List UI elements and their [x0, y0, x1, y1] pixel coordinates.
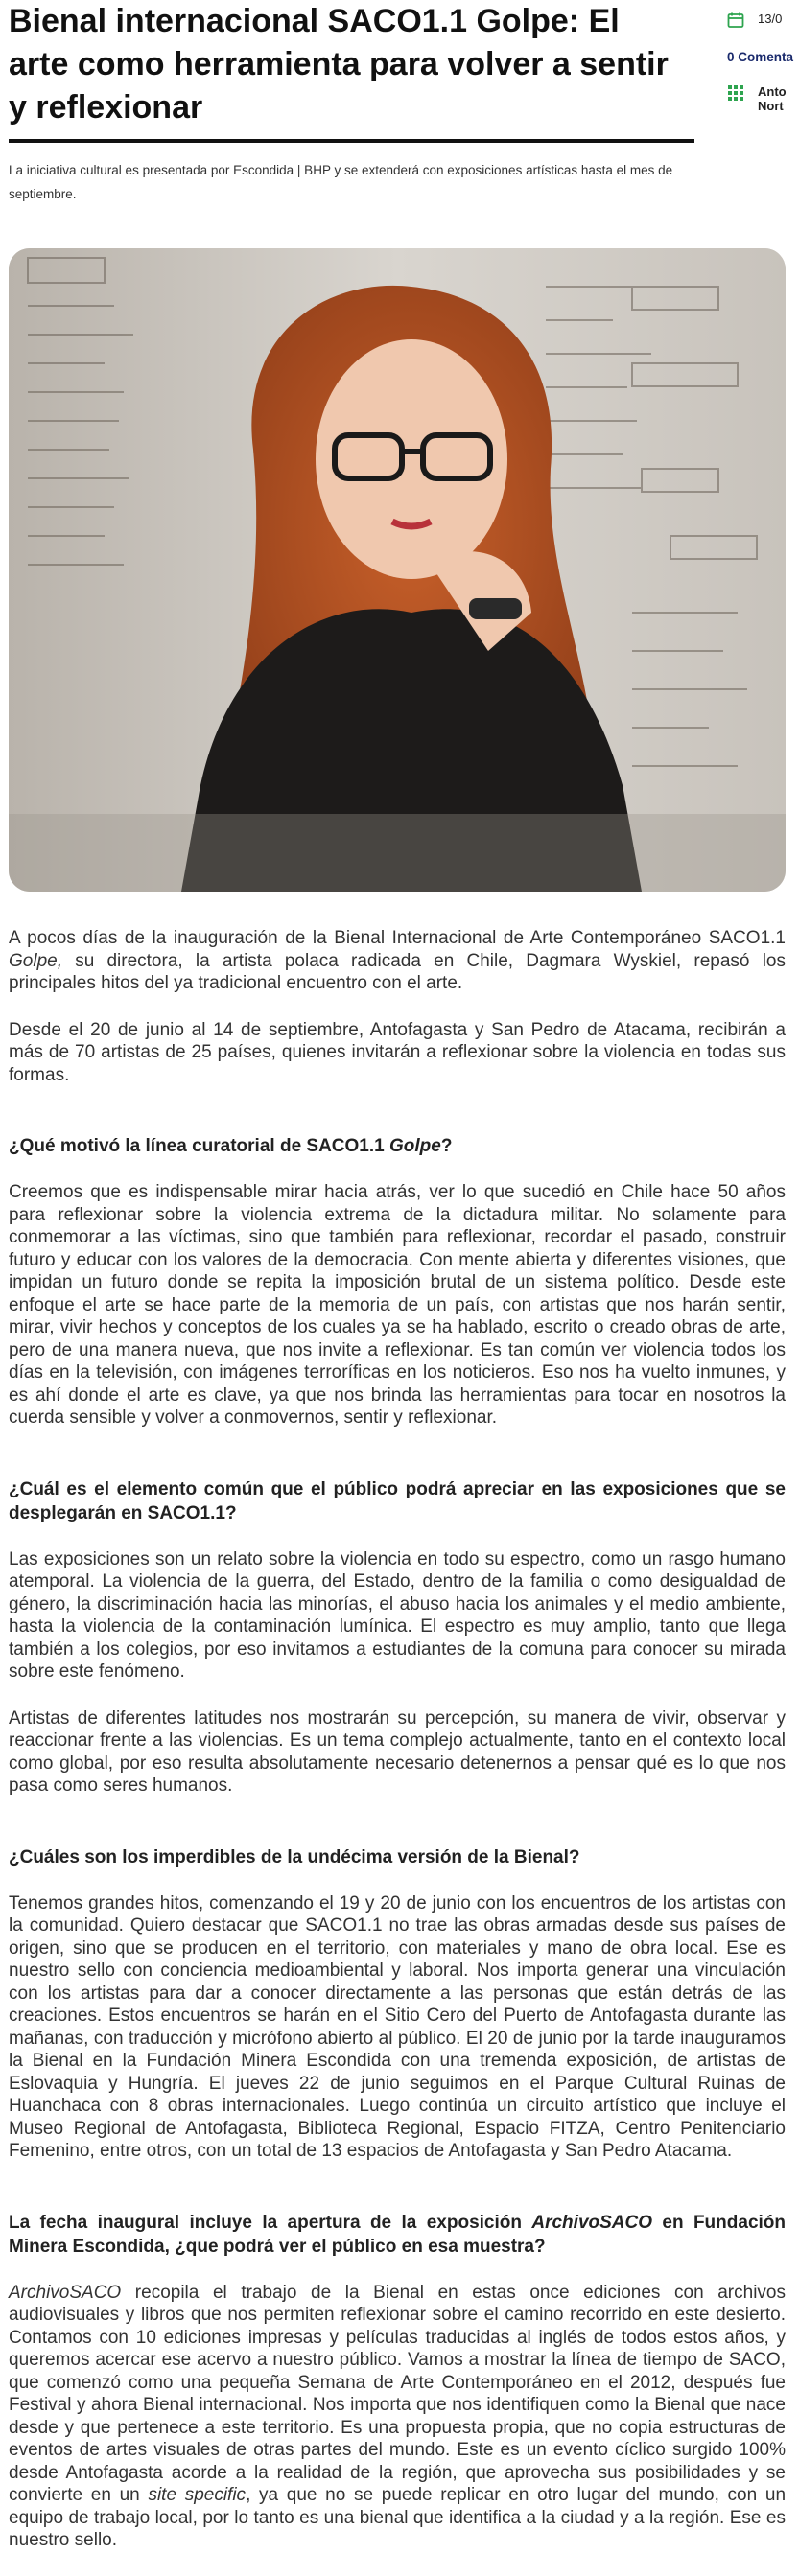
comments-link[interactable]: 0 Comenta: [727, 50, 794, 64]
body-paragraph: [9, 2282, 786, 2552]
text-run: Desde el 20 de junio al 14 de septiembre, Antofagasta y San Pedro de Atacama, recibirán a más de 70 artistas de 25 países, quienes invitarán a reflexionar sobre la violencia en todas sus formas.: [9, 1019, 786, 1085]
article-title: Bienal internacional SACO1.1 Golpe: El arte como herramienta para volver a sentir y reflexionar: [9, 3, 669, 126]
section-heading: [9, 2211, 786, 2259]
meta-date: [727, 12, 782, 29]
article: [9, 0, 794, 2550]
text-run: recopila el trabajo de la Bienal en estas once ediciones con archivos audiovisuales y libros que nos permiten reflexionar sobre el camino recorrido en este desierto. Contamos con 10 ediciones impresas y películas traducidas al inglés de todos estos años, y queremos acercar ese acervo a nuestro público. Vamos a mostrar la línea de tiempo de SACO, que comenzó como una pequeña Semana de Arte Contemporáneo en el 2012, después fue Festival y ahora Bienal internacional. Nos importa que nos identifiquen como la Bienal que nace desde y que pertenece a este territorio. Es una propuesta propia, que no copia estructuras de eventos de artes visuales de otras partes del mundo. Este es un evento cíclico surgido 100% desde Antofagasta acorde a la realidad de la región, que aprovecha sus posibilidades y se convierte en un: [9, 2282, 786, 2505]
title-divider: [9, 139, 694, 143]
section-heading: [9, 1477, 786, 1525]
meta-comments[interactable]: [727, 50, 793, 64]
text-run: Creemos que es indispensable mirar hacia atrás, ver lo que sucedió en Chile hace 50 años para reflexionar sobre la violencia extrema de la dictadura militar. No solamente para conmemorar a las víctimas, sino que también para reflexionar, recordar el pasado, construir futuro y educar con los valores de la democracia. Con mente abierta y diferentes visiones, que impidan un futuro donde se repita la imposición brutal de un sistema político. Desde este enfoque el arte se hace parte de la memoria de un país, con artistas que nos harán sentir, mirar, vivir hechos y conceptos de los cuales ya se ha hablado, escrito o creado obras de arte, pero de una manera nueva, que nos invite a reflexionar. Es tan común ver violencia todos los días en la televisión, con imágenes terroríficas en los noticieros. Eso nos ha vuelto inmunes, y es ahí donde el arte es clave, ya que nos brinda las herramientas para tocar en nosotros la cuerda sensible y volver a conmovernos, sentir y reflexionar.: [9, 1182, 786, 1427]
text-run: Las exposiciones son un relato sobre la violencia en todo su espectro, como un rasgo humano atemporal. La violencia de la guerra, del Estado, dentro de la familia o como desigualdad de género, la discriminación hacia las minorías, el abuso hacia los animales y el medio ambiente, hasta la violencia de la contaminación lumínica. El espectro es muy amplio, tanto que llega también a los colegios, por eso invitamos a estudiantes de la comuna para conocer su mirada sobre este fenómeno.: [9, 1548, 786, 1682]
body-paragraph: [9, 1548, 786, 1683]
emphasis-run: ArchivoSACO: [531, 2212, 653, 2233]
body-paragraph: [9, 927, 786, 995]
text-run: ¿Qué motivó la línea curatorial de SACO1.1: [9, 1136, 389, 1156]
text-run: su directora, la artista polaca radicada en Chile, Dagmara Wyskiel, repasó los principales hitos del ya tradicional encuentro con el arte.: [9, 950, 786, 993]
article-body: [9, 927, 786, 2576]
body-paragraph: [9, 1707, 786, 1798]
text-run: Artistas de diferentes latitudes nos mostrarán su percepción, su manera de vivir, observar y reaccionar frente a las violencias. Es un tema complejo actualmente, tanto en el contexto local como global, por eso resulta absolutamente necesario detenernos a pensar qué es lo que nos pasa como seres humanos.: [9, 1707, 786, 1796]
body-paragraph: [9, 1019, 786, 1087]
calendar-icon: [727, 12, 744, 29]
body-paragraph: [9, 1892, 786, 2163]
meta-category[interactable]: [727, 84, 787, 113]
text-run: ¿Cuáles son los imperdibles de la undécima versión de la Bienal?: [9, 1846, 580, 1868]
emphasis-run: ArchivoSACO: [9, 2282, 122, 2303]
body-paragraph: [9, 1181, 786, 1429]
category-line-1[interactable]: Anto: [758, 84, 787, 99]
text-run: , ya que no se puede replicar en otro lugar del mundo, con un equipo de trabajo local, por lo tanto es una bienal que identifica a la ciudad y a la región. Ese es nuestro sello.: [9, 2485, 787, 2550]
text-run: La fecha inaugural incluye la apertura de la exposición: [9, 2212, 532, 2233]
text-run: A pocos días de la inauguración de la Bienal Internacional de Arte Contemporáneo SACO1.1: [9, 928, 786, 948]
meta-date-text: 13/0: [758, 12, 783, 26]
emphasis-run: Golpe,: [9, 950, 62, 971]
article-lead: La iniciativa cultural es presentada por Escondida | BHP y se extenderá con exposiciones artísticas hasta el mes de septiembre.: [9, 163, 673, 201]
article-photo: [9, 248, 786, 892]
text-run: ¿Cuál es el elemento común que el público podrá apreciar en las exposiciones que se desplegarán en SACO1.1?: [9, 1478, 786, 1523]
text-run: ?: [440, 1136, 453, 1156]
grid-icon: [727, 84, 744, 102]
category-text[interactable]: [758, 84, 787, 113]
category-line-2[interactable]: Nort: [758, 99, 784, 113]
section-heading: [9, 1845, 786, 1869]
text-run: en Fundación Minera Escondida, ¿que podrá ver el público en esa muestra?: [9, 2212, 787, 2257]
article-meta: [727, 0, 799, 125]
emphasis-run: site specific: [148, 2485, 247, 2505]
section-heading: [9, 1134, 786, 1158]
portrait-image: [9, 248, 786, 892]
emphasis-run: Golpe: [389, 1136, 441, 1156]
text-run: Tenemos grandes hitos, comenzando el 19 y 20 de junio con los encuentros de los artistas con la comunidad. Quiero destacar que SACO1.1 no trae las obras armadas desde sus países de origen, sino que se producen en el territorio, con materiales y mano de obra local. Ese es nuestro sello con conciencia medioambiental y laboral. Nos importa generar una vinculación con los artistas para dar a conocer directamente a las personas que están detrás de las creaciones. Estos encuentros se harán en el Sitio Cero del Puerto de Antofagasta durante las mañanas, con traducción y micrófono abierto al público. El 20 de junio por la tarde inauguramos la Bienal en la Fundación Minera Escondida con una tremenda exposición, de artistas de Eslovaquia y Hungría. El jueves 22 de junio seguimos en el Parque Cultural Ruinas de Huanchaca con 8 obras internacionales. Luego continúa un circuito artístico que incluye el Museo Regional de Antofagasta, Biblioteca Regional, Espacio FITZA, Centro Penitenciario Femenino, entre otros, con un total de 13 espacios de Antofagasta y San Pedro Atacama.: [9, 1892, 786, 2161]
